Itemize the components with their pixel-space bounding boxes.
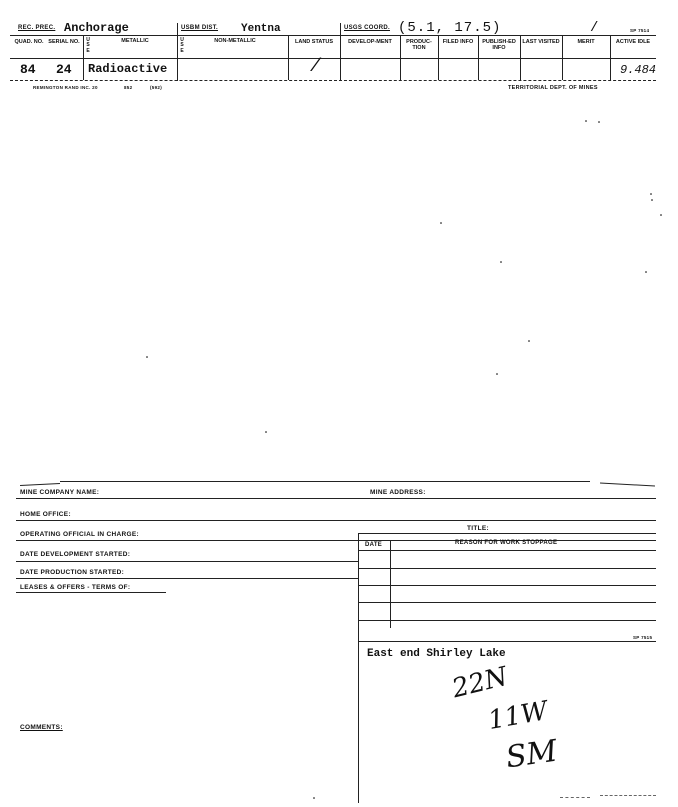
corner-mark: /: [590, 20, 599, 36]
col-published-info: PUBLISH-ED INFO: [482, 39, 516, 51]
stoppage-row-4: [358, 602, 656, 603]
record-metallic: Radioactive: [88, 62, 168, 76]
form-code: SP 7514: [630, 28, 650, 33]
card-top-edge-left: [20, 483, 60, 486]
rule-home-office: [16, 520, 656, 521]
record-serial-no: 24: [56, 62, 72, 77]
agency-name: TERRITORIAL DEPT. OF MINES: [508, 85, 598, 91]
rule-development: [16, 561, 358, 562]
handwritten-township: 22N: [449, 661, 511, 705]
mine-address-label: MINE ADDRESS:: [370, 489, 426, 496]
col-active-idle: ACTIVE IDLE: [615, 39, 651, 45]
header-row-bottom-rule: [10, 58, 656, 59]
stoppage-row-1: [358, 550, 656, 551]
home-office-label: HOME OFFICE:: [20, 511, 71, 518]
stoppage-row-5: [358, 620, 656, 621]
record-land-status-mark: /: [310, 57, 321, 77]
col-non-metallic: NON-METALLIC: [214, 38, 256, 44]
bottom-mark-1: [560, 797, 590, 798]
date-production-started-label: DATE PRODUCTION STARTED:: [20, 569, 125, 576]
usgs-coord-label: USGS COORD.: [344, 25, 390, 31]
usbm-dist-label: USBM DIST.: [181, 25, 219, 31]
rec-prec-value: Anchorage: [64, 21, 129, 35]
record-active-idle-mark: 9.484: [620, 63, 657, 77]
divider-3: [83, 36, 84, 80]
col-production: PRODUC-TION: [406, 39, 432, 51]
col-merit: MERIT: [577, 39, 595, 45]
col-filed-info: FILED INFO: [442, 39, 474, 45]
top-rule: [10, 35, 656, 36]
printer-credit: REMINGTON RAND INC. 20: [33, 85, 98, 90]
stoppage-date-rule: [390, 540, 391, 628]
print-code-1: 852: [124, 85, 133, 90]
rule-leases: [16, 592, 166, 593]
location-note: East end Shirley Lake: [367, 648, 506, 660]
title-label: TITLE:: [467, 525, 490, 532]
comments-label: COMMENTS:: [20, 724, 63, 731]
rule-official: [16, 540, 656, 541]
col-metallic: METALLIC: [121, 38, 149, 44]
form-code-2: SP 7515: [633, 635, 653, 640]
record-quad-no: 84: [20, 62, 36, 77]
col-serial-no: SERIAL NO.: [48, 39, 80, 45]
stoppage-left-rule: [358, 533, 359, 803]
col-use-1: U S E: [86, 37, 90, 54]
record-row-bottom-rule: [10, 80, 656, 81]
mine-company-name-label: MINE COMPANY NAME:: [20, 489, 100, 496]
stoppage-row-3: [358, 585, 656, 586]
print-code-2: (592): [150, 85, 163, 90]
handwritten-meridian: SM: [503, 733, 560, 776]
stoppage-row-2: [358, 568, 656, 569]
usgs-coord-value: (5.1, 17.5): [398, 20, 502, 36]
date-development-started-label: DATE DEVELOPMENT STARTED:: [20, 551, 131, 558]
card-top-edge: [60, 481, 590, 482]
col-quad-no: QUAD. NO.: [14, 39, 44, 45]
rec-prec-label: REC. PREC.: [18, 25, 56, 31]
card-top-edge-right: [600, 483, 655, 487]
col-development: DEVELOP-MENT: [348, 39, 392, 45]
rule-company: [16, 498, 656, 499]
divider-1: [177, 23, 178, 81]
divider-2: [340, 23, 341, 81]
date-col-header: DATE: [365, 542, 383, 548]
reason-col-header: REASON FOR WORK STOPPAGE: [455, 540, 558, 546]
divider-4: [288, 36, 289, 80]
rule-title: [358, 533, 656, 534]
handwritten-range: 11W: [485, 696, 550, 736]
col-last-visited: LAST VISITED: [522, 39, 560, 45]
col-land-status: LAND STATUS: [295, 39, 333, 45]
rule-production: [16, 578, 358, 579]
operating-official-label: OPERATING OFFICIAL IN CHARGE:: [20, 531, 139, 538]
leases-offers-label: LEASES & OFFERS - TERMS OF:: [20, 584, 131, 591]
stoppage-row-6: [358, 641, 656, 642]
col-use-2: U S E: [180, 37, 184, 54]
bottom-mark-2: [600, 795, 656, 796]
usbm-dist-value: Yentna: [241, 23, 281, 35]
